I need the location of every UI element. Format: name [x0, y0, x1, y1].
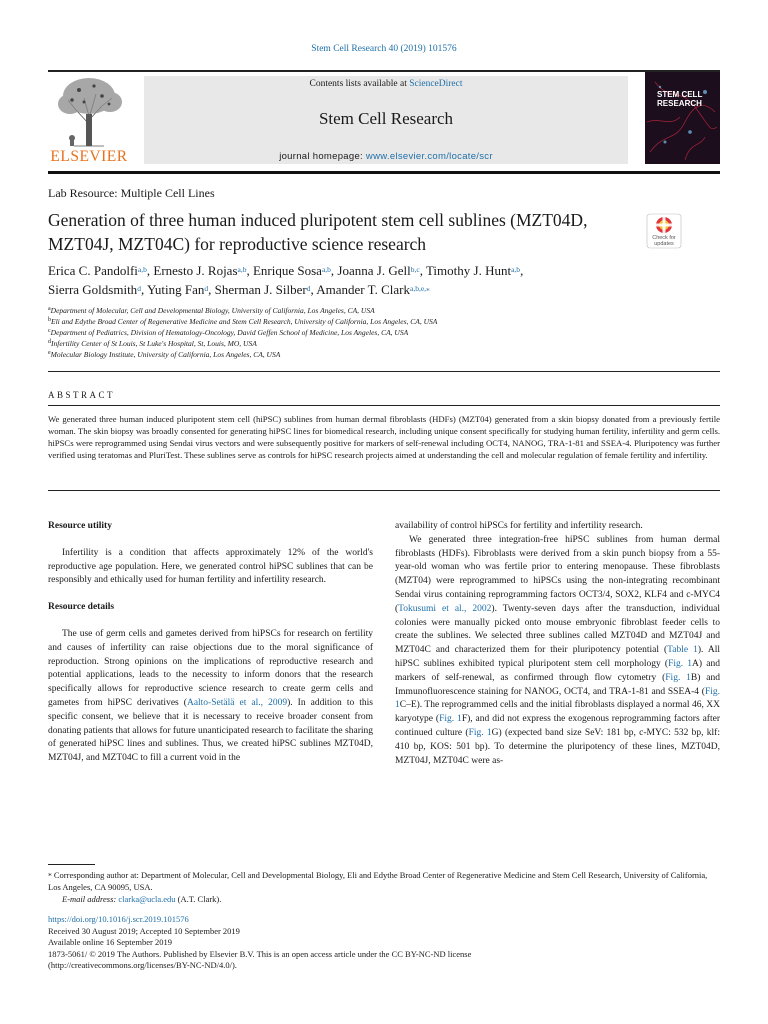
- affiliation-item: [48, 327, 720, 338]
- author-affiliation-marks[interactable]: d: [306, 284, 311, 293]
- author-affiliation-marks[interactable]: d: [204, 284, 209, 293]
- author-separator: ,: [140, 282, 147, 297]
- ref-fig1f-link[interactable]: Fig. 1: [439, 714, 462, 725]
- journal-title[interactable]: Stem Cell Research: [318, 109, 454, 128]
- check-for-updates-label: Check for updates: [652, 235, 676, 247]
- paragraph-generation: [395, 534, 720, 769]
- affiliation-mark: d: [48, 339, 51, 345]
- affiliation-text: Eli and Edythe Broad Center of Regenerative Medicine and Stem Cell Research, University of California, Los Angeles, CA, USA: [51, 317, 438, 326]
- author-affiliation-marks[interactable]: a,b: [137, 265, 147, 274]
- details-text-2: ). In addition to this specific consent, we believe that it is necessary to receive broader consent from donating patients that allows for future unanticipated research to facilitate the sharing of generated hiPSC lines and sublines. Thus, we created hiPSC sublines MZT04D, MZT04J, and MZT04C to fill a current void in the: [48, 697, 374, 764]
- ref-aalto-link[interactable]: Aalto-Setälä et al., 2009: [186, 697, 288, 708]
- gen-text-f: C–E). The reprogrammed cells and the initial fibroblasts displayed a normal 46, XX karyotype (: [395, 700, 720, 725]
- contents-prefix: Contents lists available at: [309, 79, 410, 89]
- homepage-prefix: journal homepage:: [279, 151, 366, 162]
- author-affiliation-marks[interactable]: a,b: [321, 265, 331, 274]
- author-separator: ,: [330, 263, 338, 278]
- author-affiliation-marks[interactable]: a,b,e,⁎: [410, 284, 430, 293]
- elsevier-logo[interactable]: [48, 74, 130, 166]
- affiliation-mark: c: [48, 328, 51, 334]
- journal-banner: [144, 76, 628, 164]
- email-label: E-mail address:: [62, 894, 119, 904]
- email-link[interactable]: clarka@ucla.edu: [118, 894, 176, 904]
- doi-link[interactable]: https://doi.org/10.1016/j.scr.2019.101576: [48, 914, 189, 924]
- affiliation-text: Department of Pediatrics, Division of Hematology-Oncology, David Geffen School of Medicine, Los Angeles, CA, USA: [50, 328, 409, 337]
- ref-fig1a-link[interactable]: Fig. 1: [668, 658, 693, 669]
- author-name[interactable]: Amander T. Clark: [316, 282, 411, 297]
- gen-text-h: G) (expected band size SeV: 181 bp, c-MYC: 532 bp, klf: 410 bp, KOS: 501 bp). To determine the pluripotency of these lines, MZT04D, MZT04J, MZT04C were as-: [395, 727, 720, 766]
- affiliation-mark: e: [48, 350, 51, 356]
- author-affiliation-marks[interactable]: b,c: [410, 265, 420, 274]
- body-column-left: [48, 520, 373, 766]
- email-line: [48, 893, 720, 905]
- homepage-link[interactable]: www.elsevier.com/locate/scr: [365, 151, 493, 162]
- email-owner: (A.T. Clark).: [175, 894, 222, 904]
- author-name[interactable]: Timothy J. Hunt: [425, 263, 512, 278]
- sciencedirect-link[interactable]: ScienceDirect: [409, 79, 463, 89]
- affiliation-text: Molecular Biology Institute, University of California, Los Angeles, CA, USA: [50, 350, 281, 359]
- corresponding-mark: ⁎: [48, 869, 52, 878]
- author-separator: ,: [310, 282, 317, 297]
- paragraph-continued: availability of control hiPSCs for fertility and infertility research.: [395, 521, 643, 531]
- journal-cover-thumbnail[interactable]: [645, 72, 720, 164]
- cover-title: STEM CELL RESEARCH: [657, 90, 703, 108]
- affiliation-item: [48, 305, 720, 316]
- heading-resource-utility: Resource utility: [48, 521, 112, 531]
- corresponding-author-note: [48, 869, 720, 893]
- gen-text-g: F), and did not express the exogenous reprogramming factors after continued culture (: [395, 714, 720, 738]
- author-name[interactable]: Joanna J. Gell: [337, 263, 411, 278]
- ref-fig1g-link[interactable]: Fig. 1: [468, 727, 492, 738]
- author-separator: ,: [146, 263, 154, 278]
- author-name[interactable]: Enrique Sosa: [252, 263, 322, 278]
- received-dates: Received 30 August 2019; Accepted 10 September 2019: [48, 925, 240, 936]
- author-name[interactable]: Erica C. Pandolfi: [48, 263, 138, 278]
- gen-text-b: ). Twenty-seven days after the transduction, individual colonies were manually picked onto mouse embryonic fibroblast feeder cells to create the sublines. We selected three sublines called MZT04D and MZT04J and MZT04C and characterized them for their pluripotency potential (: [395, 603, 720, 656]
- gen-text-e: B) and Immunofluorescence staining for NANOG, OCT4, and TRA-1-81 and SSEA-4 (: [395, 672, 720, 697]
- article-section-label: Lab Resource: Multiple Cell Lines: [48, 186, 215, 200]
- affiliation-text: Infertility Center of St Louis, St Luke's Hospital, St, Louis, MO, USA: [51, 339, 257, 348]
- publication-info: [48, 914, 720, 972]
- affiliation-mark: a: [48, 306, 51, 312]
- footnote-rule: [48, 864, 95, 865]
- body-column-right: [395, 520, 720, 768]
- affiliation-text: Department of Molecular, Cell and Developmental Biology, University of California, Los Angeles, CA, USA: [50, 306, 375, 315]
- masthead-rule: [48, 70, 720, 72]
- author-separator: ,: [208, 282, 215, 297]
- gen-text-a: We generated three integration-free hiPSC sublines from human dermal fibroblasts (HDFs). Fibroblasts were derived from a skin punch biopsy from a 55-year-old woman who was fertile prior to entering menopause. These fibroblasts (MZT04) were reprogrammed to hiPSCs using the non-integrating recombinant Sendai virus containing reprogramming factors OCT3/4, SOX2, KLF4 and c-MYC4 (: [395, 534, 720, 614]
- author-affiliation-marks[interactable]: d: [137, 284, 141, 293]
- journal-citation[interactable]: Stem Cell Research 40 (2019) 101576: [311, 44, 457, 54]
- heading-resource-details: Resource details: [48, 602, 115, 613]
- affiliation-mark: b: [48, 317, 51, 323]
- author-separator: ,: [246, 263, 253, 278]
- author-affiliation-marks[interactable]: a,b: [237, 265, 247, 274]
- affiliation-list: [48, 305, 720, 360]
- elsevier-wordmark: ELSEVIER: [50, 148, 128, 165]
- corresponding-author-footnote: [48, 869, 720, 905]
- author-name[interactable]: Sherman J. Silber: [214, 282, 307, 297]
- author-affiliation-marks[interactable]: a,b: [511, 265, 521, 274]
- details-text-1: The use of germ cells and gametes derived from hiPSCs for research on fertility and causes of infertility can raise objections due to the moral significance of reproduction. Strong opinions on the implications of reproductive research and potential applications, leads to the necessity to inform donors that the research specifically allows for reproductive science research to create germ cells and gametes from hiPSC derivatives (: [48, 628, 373, 708]
- abstract-bottom-rule: [48, 490, 720, 491]
- author-name[interactable]: Ernesto J. Rojas: [153, 263, 238, 278]
- gen-text-d: A) and markers of self-renewal, as confirmed through flow cytometry (: [395, 658, 720, 683]
- author-list: [48, 261, 720, 299]
- abstract-heading: ABSTRACT: [48, 390, 116, 400]
- author-separator: ,: [520, 263, 524, 278]
- contents-line: [144, 79, 628, 89]
- article-title: Generation of three human induced pluripotent stem cell sublines (MZT04D, MZT04J, MZT04C) for reproductive science research: [48, 210, 588, 254]
- ref-fig1ce-link[interactable]: Fig. 1: [395, 686, 720, 711]
- author-name[interactable]: Yuting Fan: [146, 282, 205, 297]
- abstract-top-rule: [48, 371, 720, 372]
- ref-fig1b-link[interactable]: Fig. 1: [665, 672, 691, 683]
- ref-table1-link[interactable]: Table 1: [667, 645, 698, 656]
- homepage-line: [144, 151, 628, 162]
- paragraph-details: [48, 628, 373, 766]
- license-line-2: (http://creativecommons.org/licenses/BY-NC-ND/4.0/).: [48, 960, 237, 971]
- affiliation-item: [48, 349, 720, 360]
- gen-text-c: ). All hiPSC sublines exhibited typical pluripotent stem cell morphology (: [395, 645, 720, 669]
- ref-tokusumi-link[interactable]: Tokusumi et al., 2002: [398, 603, 492, 614]
- available-online: Available online 16 September 2019: [48, 937, 173, 948]
- elsevier-tree-icon: [54, 74, 124, 148]
- affiliation-item: [48, 316, 720, 327]
- corresponding-text: Corresponding author at: Department of Molecular, Cell and Developmental Biology, Eli and Edythe Broad Center of Regenerative Medicine and Stem Cell Research, University of California, Los Angeles, CA 90095, USA.: [48, 870, 708, 892]
- author-separator: ,: [419, 263, 426, 278]
- paragraph-utility: Infertility is a condition that affects approximately 12% of the world's reproductive age population. Here, we generated control hiPSC sublines that can be responsibly and ethically used for human fertility and infertility research.: [48, 547, 373, 586]
- cover-art-icon: [645, 72, 720, 164]
- abstract-heading-rule: [48, 405, 720, 406]
- author-name[interactable]: Sierra Goldsmith: [48, 282, 138, 297]
- license-line-1: 1873-5061/ © 2019 The Authors. Published by Elsevier B.V. This is an open access article under the CC BY-NC-ND license: [48, 948, 472, 959]
- affiliation-item: [48, 338, 720, 349]
- header-divider: [48, 171, 720, 174]
- abstract-text: We generated three human induced pluripotent stem cell (hiPSC) sublines from human dermal fibroblasts (HDFs) (MZT04) generated from a skin biopsy donated from a previously fertile woman. The skin biopsy was broadly consented for generating hiPSC lines for biomedical research, including unique consent specifically for studying human fertility, infertility and germ cells. hiPSCs were reprogrammed using Sendai virus vectors and were subsequently positive for markers of self-renewal including OCT4, NANOG, TRA-1-81 and SSEA-4. Pluripotency was further verified using teratomas and PluriTest. These sublines serve as controls for hiPSC research projects aimed at understanding the cell and molecular regulation of female fertility and infertility.: [48, 414, 720, 460]
